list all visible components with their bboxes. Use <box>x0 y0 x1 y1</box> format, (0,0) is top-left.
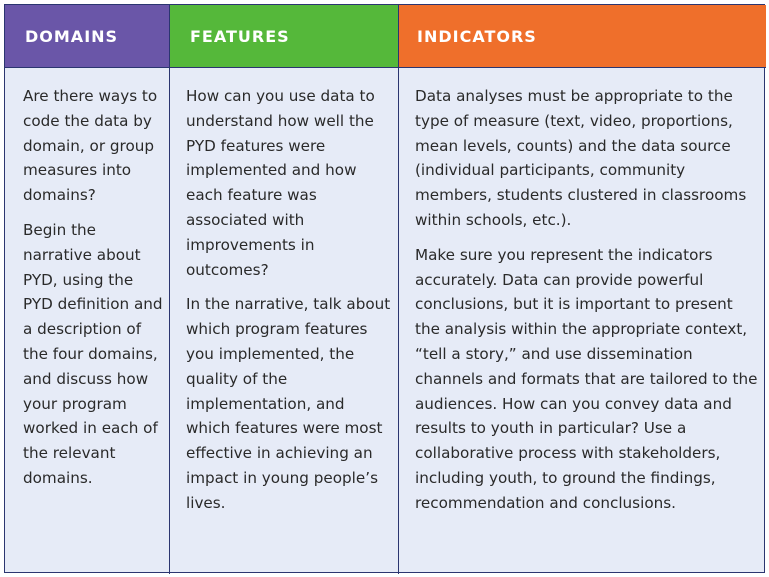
features-paragraph-2: In the narrative, talk about which program features you implemented, the quality of the implementation, and which features were most effective in achieving an impact in young people’s lives. <box>186 295 391 512</box>
indicators-cell <box>399 67 766 574</box>
domains-paragraph-1: Are there ways to code the data by domain, or group measures into domains? <box>23 87 158 205</box>
domains-paragraph-2: Begin the narrative about PYD, using the PYD definition and a description of the four domains, and discuss how your program worked in each of the relevant domains. <box>23 220 163 487</box>
features-cell <box>170 67 399 574</box>
pyd-table <box>4 4 765 573</box>
header-domains: DOMAINS <box>5 5 170 67</box>
header-indicators: INDICATORS <box>399 5 766 67</box>
features-paragraph-1: How can you use data to understand how well the PYD features were implemented and how each feature was associated with improvements in outcomes? <box>186 87 375 279</box>
header-features: FEATURES <box>170 5 399 67</box>
indicators-paragraph-2: Make sure you represent the indicators accurately. Data can provide powerful conclusions, but it is important to present the analysis within the appropriate context, “tell a story,” and use dissemination channels and formats that are tailored to the audiences. How can you convey data and results to youth in particular? Use a collaborative process with stakeholders, including youth, to ground the findings, recommendation and conclusions. <box>415 245 758 512</box>
domains-cell <box>5 67 170 574</box>
indicators-paragraph-1: Data analyses must be appropriate to the type of measure (text, video, proportions, mean levels, counts) and the data source (individual participants, community members, students clustered in classrooms within schools, etc.). <box>415 87 747 229</box>
